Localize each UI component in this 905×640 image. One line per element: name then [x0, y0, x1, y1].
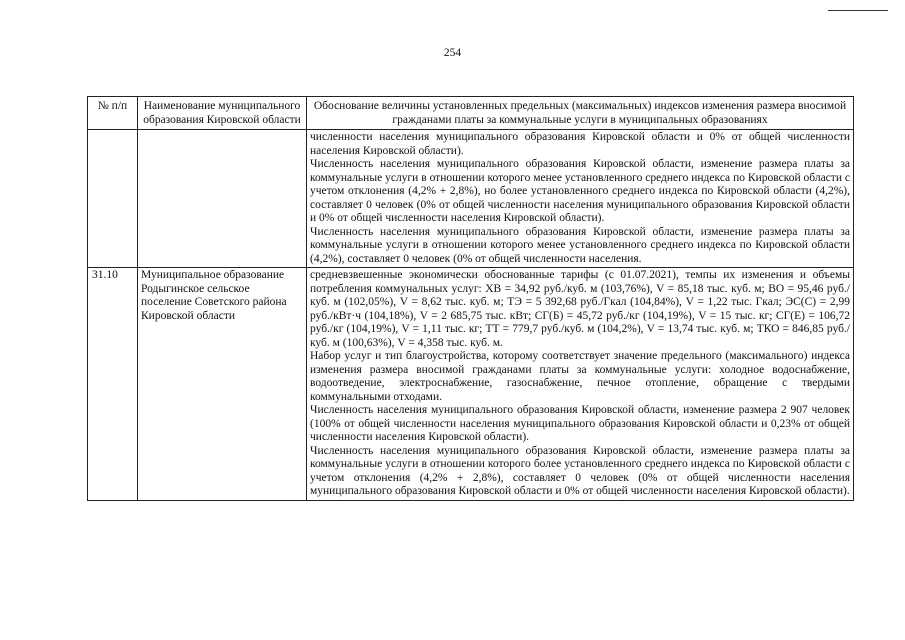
justification-paragraph: Численность населения муниципального образования Кировской области, изменение размера платы за коммунальные услуги в отношении которого менее установленного среднего индекса по Кировской области с учетом отклонения (4,2% + 2,8%), но более установленного среднего индекса по Кировской области (4,2%), составляет 0 человек (0% от общей численности населения муниципального образования Кировской области и 0% от общей численности населения Кировской области).	[310, 158, 850, 224]
justification-paragraph: средневзвешенные экономически обоснованные тарифы (с 01.07.2021), темпы их изменения и объемы потребления коммунальных услуг: ХВ = 34,92 руб./куб. м (103,76%), V = 85,18 тыс. куб. м; ВО = 95,46 руб./куб. м (102,05%), V = 8,62 тыс. куб. м; ТЭ = 5 392,68 руб./Гкал (104,84%), V = 1,22 тыс. Гкал; ЭС(С) = 2,99 руб./кВт·ч (104,18%), V = 2 685,75 тыс. кВт; СГ(Б) = 45,72 руб./кг (104,19%), V = 15 тыс. кг; СГ(Е) = 106,72 руб./кг (104,19%), V = 1,11 тыс. кг; ТТ = 779,7 руб./куб. м (104,2%), V = 13,74 тыс. куб. м; ТКО = 846,85 руб./куб. м (100,63%), V = 4,358 тыс. куб. м.	[310, 269, 850, 349]
justification-paragraph: Численность населения муниципального образования Кировской области, изменение размера 2 907 человек (100% от общей численности населения муниципального образования Кировской области и 0,23% от общей численности населения Кировской области).	[310, 404, 850, 443]
header-number: № п/п	[88, 97, 138, 130]
tariff-index-table	[87, 96, 854, 501]
header-municipality-name: Наименование муниципального образования Кировской области	[138, 97, 307, 130]
justification-paragraph: численности населения муниципального образования Кировской области и 0% от общей численности населения Кировской области).	[310, 131, 850, 157]
row-number: 31.10	[88, 268, 138, 501]
row-number	[88, 130, 138, 268]
table-header-row	[88, 97, 854, 130]
page-number: 254	[443, 47, 462, 59]
row-municipality-name: Муниципальное образование Родыгинское сельское поселение Советского района Кировской области	[138, 268, 307, 501]
justification-paragraph: Численность населения муниципального образования Кировской области, изменение размера платы за коммунальные услуги в отношении которого более установленного среднего индекса по Кировской области с учетом отклонения (4,2% + 2,8%), составляет 0 человек (0% от общей численности населения муниципального образования Кировской области и 0% от общей численности населения Кировской области).	[310, 444, 850, 497]
table-row	[88, 130, 854, 268]
justification-paragraph: Набор услуг и тип благоустройства, которому соответствует значение предельного (максимального) индекса изменения размера вносимой гражданами платы за коммунальные услуги: холодное водоснабжение, водоотведение, электроснабжение, газоснабжение, печное отопление, обращение с твердыми коммунальными отходами.	[310, 350, 850, 403]
top-rule	[828, 10, 888, 11]
header-justification: Обоснование величины установленных предельных (максимальных) индексов изменения размера вносимой гражданами платы за коммунальные услуги в муниципальных образованиях	[307, 97, 854, 130]
table-row	[88, 268, 854, 501]
justification-paragraph: Численность населения муниципального образования Кировской области, изменение размера платы за коммунальные услуги в отношении которого менее установленного среднего индекса по Кировской области (4,2%), составляет 0 человек (0% от общей численности населения.	[310, 225, 850, 265]
row-justification	[307, 130, 854, 268]
row-municipality-name	[138, 130, 307, 268]
row-justification	[307, 268, 854, 501]
